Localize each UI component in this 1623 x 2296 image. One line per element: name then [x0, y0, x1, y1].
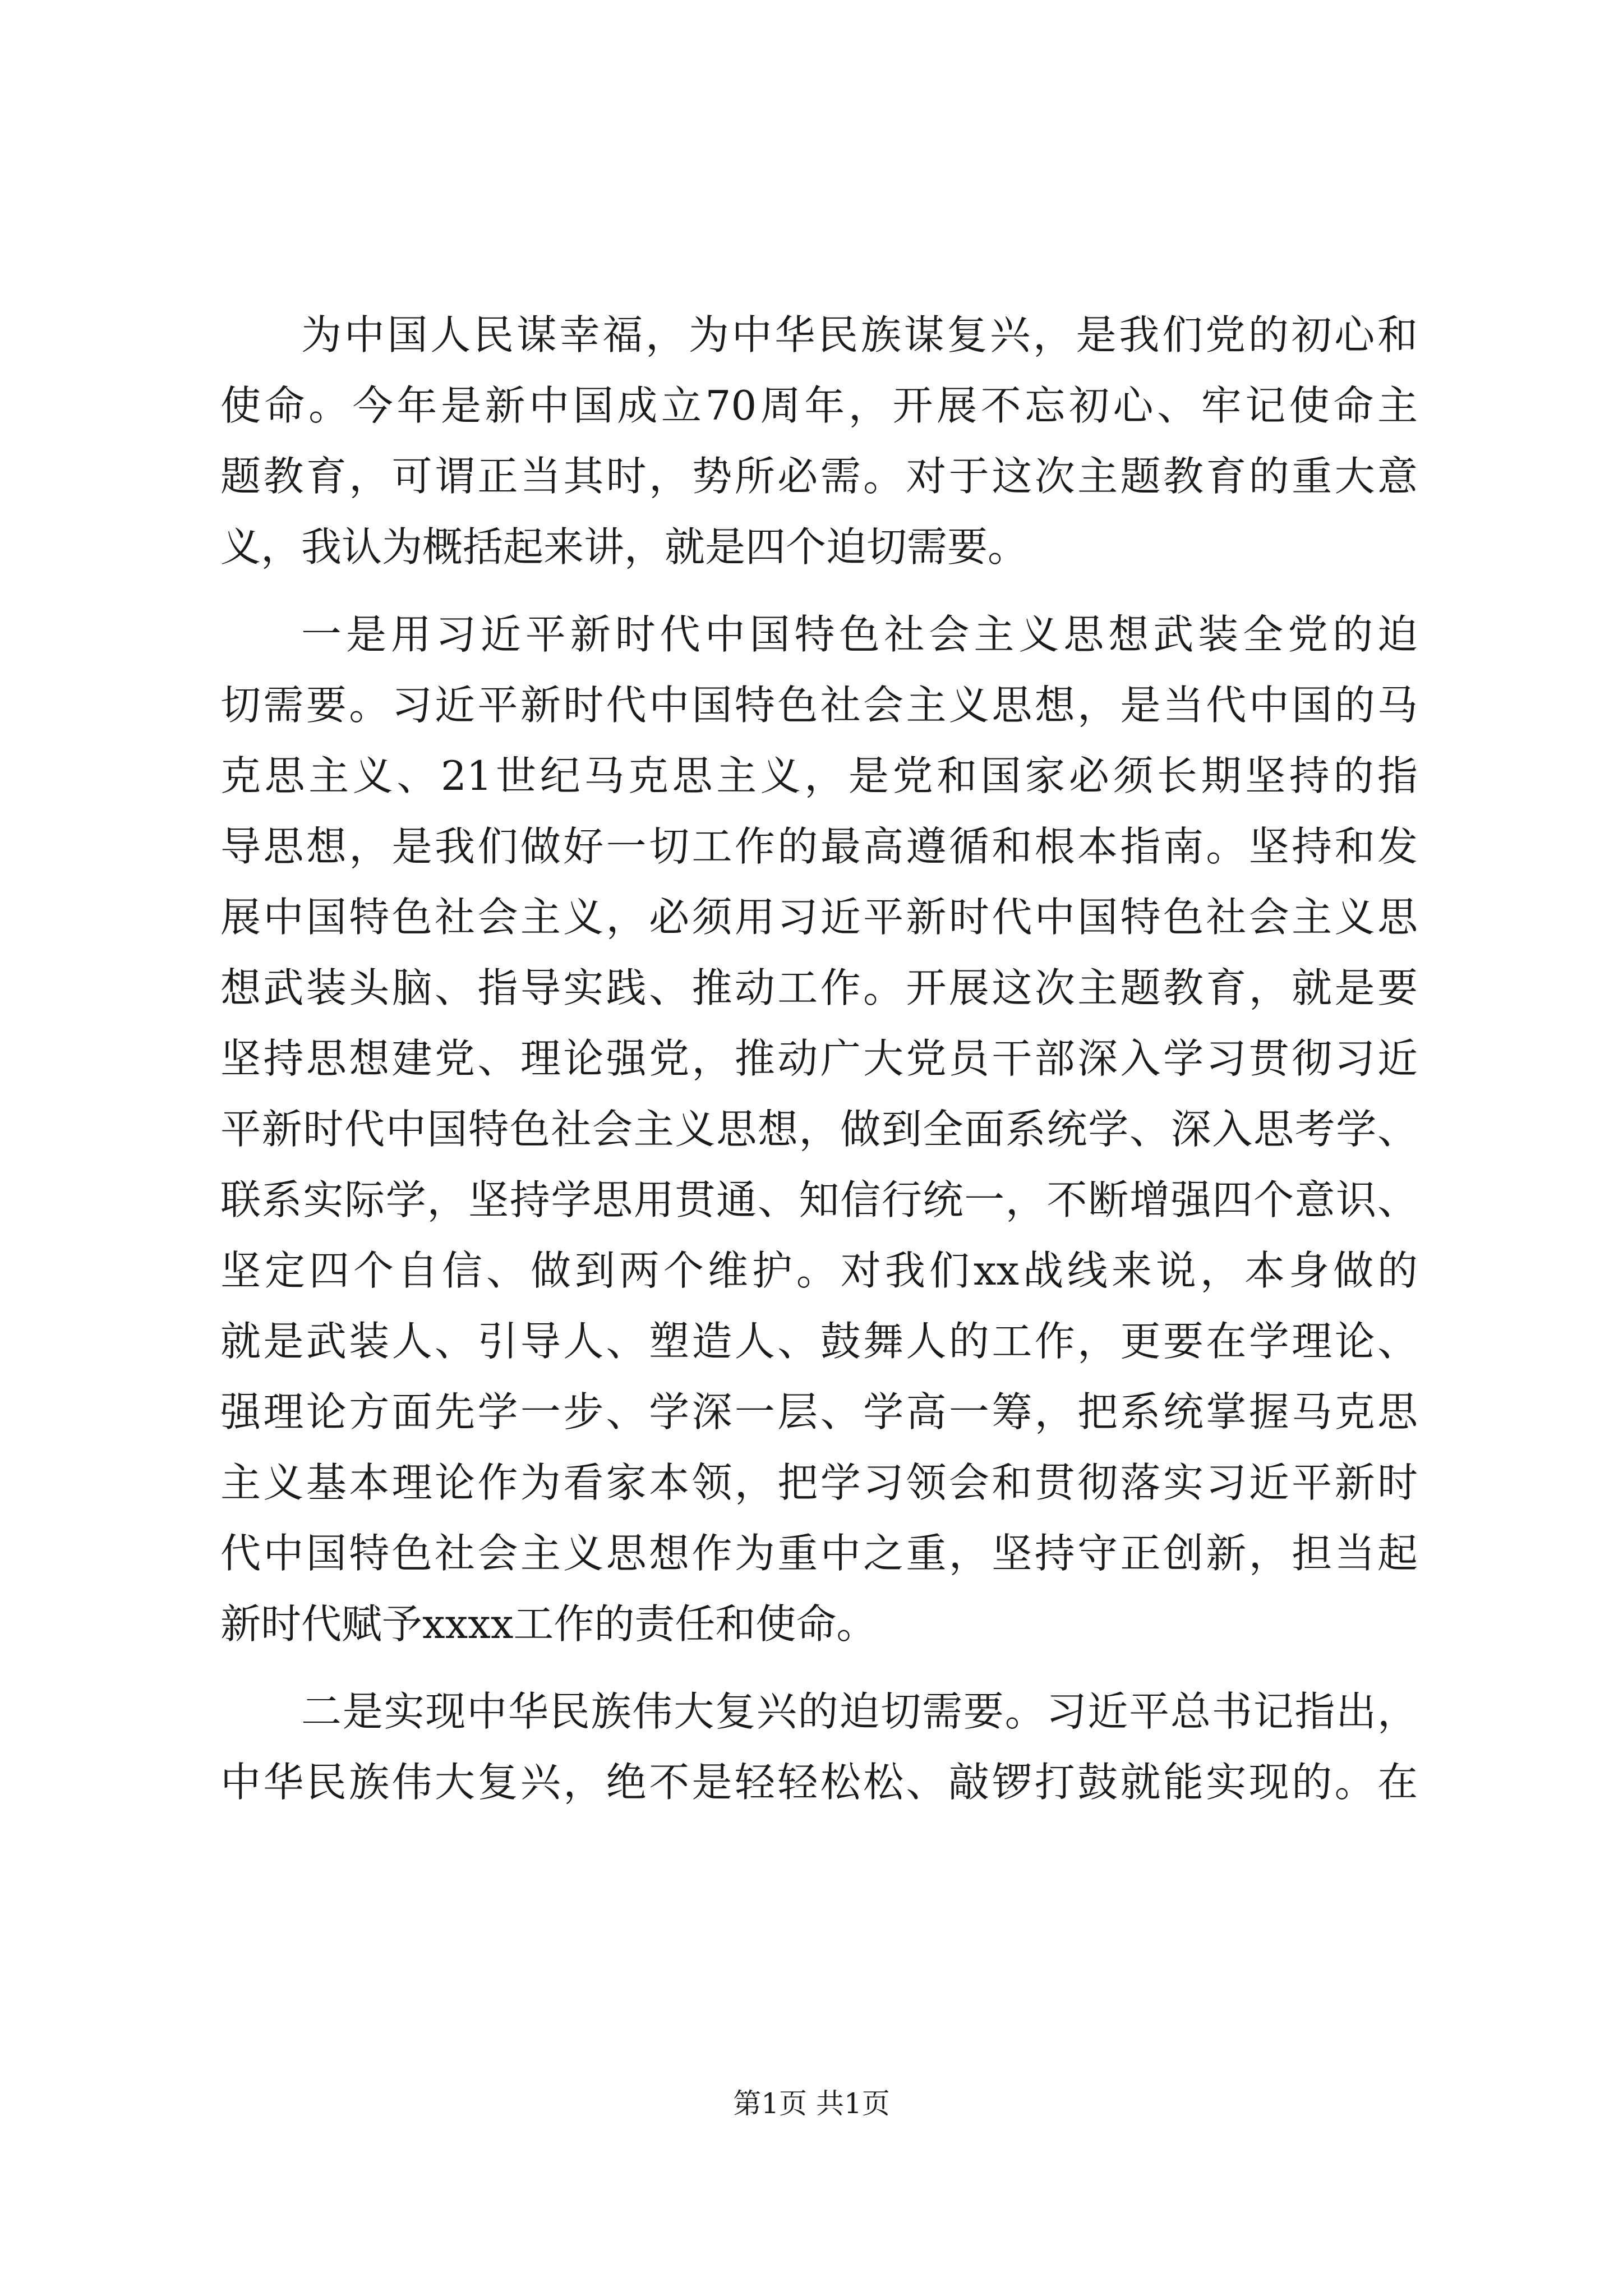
page-footer — [0, 2084, 1623, 2123]
text-line: 新时代赋予xxxx工作的责任和使命。 — [220, 1600, 877, 1648]
paragraph-1 — [220, 300, 1418, 582]
text-line: 展中国特色社会主义，必须用习近平新时代中国特色社会主义思 — [220, 894, 1418, 941]
text-line: 坚定四个自信、做到两个维护。对我们xx战线来说，本身做的 — [220, 1247, 1418, 1294]
text-line: 代中国特色社会主义思想作为重中之重，坚持守正创新，担当起 — [220, 1530, 1418, 1577]
text-line: 切需要。习近平新时代中国特色社会主义思想，是当代中国的马 — [220, 682, 1418, 729]
text-line: 联系实际学，坚持学思用贯通、知信行统一，不断增强四个意识、 — [220, 1176, 1418, 1223]
text-line: 义，我认为概括起来讲，就是四个迫切需要。 — [220, 523, 1029, 570]
text-line: 想武装头脑、指导实践、推动工作。开展这次主题教育，就是要 — [220, 964, 1418, 1011]
text-line: 题教育，可谓正当其时，势所必需。对于这次主题教育的重大意 — [220, 453, 1418, 500]
paragraph-spacer — [220, 582, 1418, 599]
text-line: 中华民族伟大复兴，绝不是轻轻松松、敲锣打鼓就能实现的。在 — [220, 1759, 1418, 1806]
text-line: 导思想，是我们做好一切工作的最高遵循和根本指南。坚持和发 — [220, 823, 1418, 870]
text-line: 使命。今年是新中国成立70周年，开展不忘初心、牢记使命主 — [220, 382, 1418, 429]
text-line: 一是用习近平新时代中国特色社会主义思想武装全党的迫 — [301, 611, 1418, 658]
text-line: 坚持思想建党、理论强党，推动广大党员干部深入学习贯彻习近 — [220, 1035, 1418, 1082]
paragraph-2 — [220, 599, 1418, 1659]
text-line: 就是武装人、引导人、塑造人、鼓舞人的工作，更要在学理论、 — [220, 1318, 1418, 1365]
document-body — [220, 300, 1418, 1818]
text-line: 主义基本理论作为看家本领，把学习领会和贯彻落实习近平新时 — [220, 1459, 1418, 1506]
paragraph-3 — [220, 1676, 1418, 1818]
page-number-label: 第1页 共1页 — [733, 2087, 890, 2120]
text-line: 为中国人民谋幸福，为中华民族谋复兴，是我们党的初心和 — [301, 311, 1418, 358]
text-line: 二是实现中华民族伟大复兴的迫切需要。习近平总书记指出， — [301, 1688, 1418, 1735]
paragraph-spacer — [220, 1659, 1418, 1676]
text-line: 克思主义、21世纪马克思主义，是党和国家必须长期坚持的指 — [220, 752, 1418, 799]
text-line: 强理论方面先学一步、学深一层、学高一筹，把系统掌握马克思 — [220, 1388, 1418, 1435]
text-line: 平新时代中国特色社会主义思想，做到全面系统学、深入思考学、 — [220, 1106, 1418, 1153]
